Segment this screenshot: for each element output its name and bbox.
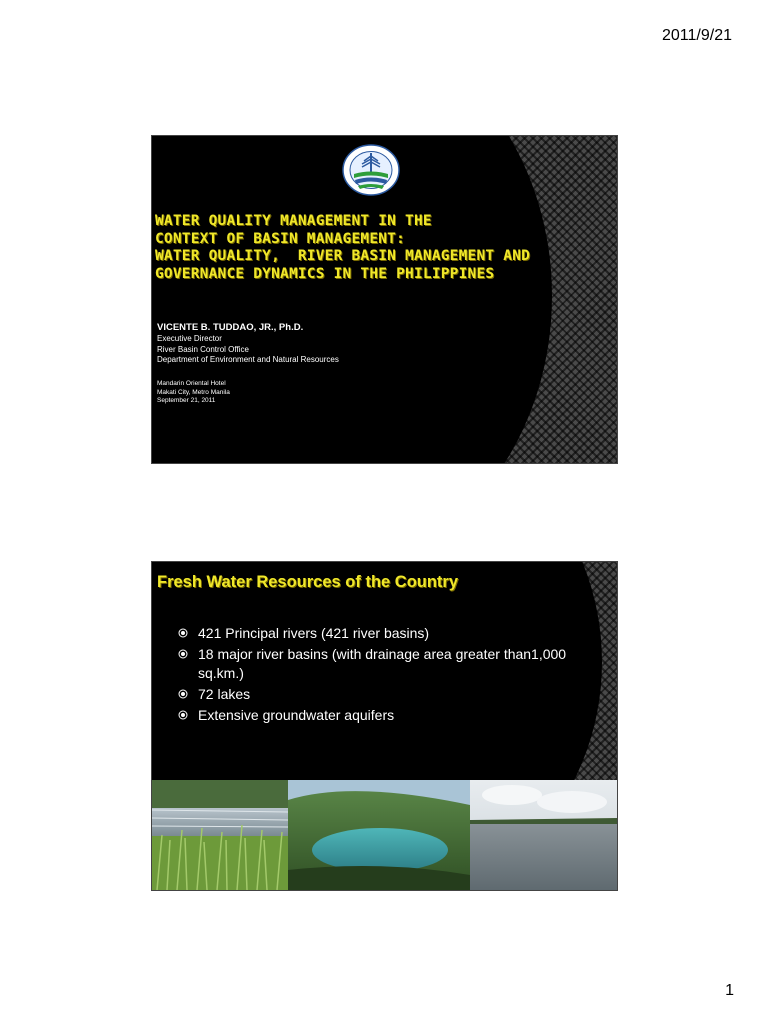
title-line: CONTEXT OF BASIN MANAGEMENT: [155,230,406,247]
bullet-item [178,624,578,643]
presenter-position: Executive Director [157,334,222,343]
venue-hotel: Mandarin Oriental Hotel [157,380,226,387]
circle-bullet-icon [178,649,188,659]
presenter-office: River Basin Control Office [157,344,249,354]
grass-river-photo [152,780,288,890]
bullet-text: 421 Principal rivers (421 river basins) [198,625,430,641]
circle-bullet-icon [178,710,188,720]
title-line: WATER QUALITY, RIVER BASIN MANAGEMENT AND [155,248,531,264]
circle-bullet-icon [178,689,188,699]
title-slide [151,135,618,464]
bullet-item [178,645,578,683]
slide-title: Fresh Water Resources of the Country [157,573,459,591]
bullet-item [178,685,578,704]
wide-river-photo [470,780,617,890]
title-line: WATER QUALITY MANAGEMENT IN THE [155,213,432,229]
circle-bullet-icon [178,628,188,638]
bullet-text: Extensive groundwater aquifers [198,707,395,723]
crater-lake-photo [288,780,470,890]
page-date: 2011/9/21 [662,27,732,44]
venue-block [157,380,230,406]
denr-logo-icon [342,144,400,196]
presentation-title [155,213,595,283]
page-number: 1 [725,982,734,999]
content-slide [151,561,618,891]
title-line: GOVERNANCE DYNAMICS IN THE PHILIPPINES [155,265,495,282]
photo-strip [152,780,617,890]
presenter-department: Department of Environment and Natural Resources [157,355,339,364]
bullet-item [178,706,578,725]
bullet-text: 18 major river basins (with drainage area greater than1,000 sq.km.) [198,646,567,681]
presenter-block [157,322,339,366]
venue-date: September 21, 2011 [157,397,216,404]
bullet-list [178,624,578,727]
bullet-text: 72 lakes [198,686,251,702]
venue-city: Makati City, Metro Manila [157,388,230,396]
presenter-name: VICENTE B. TUDDAO, JR., Ph.D. [157,322,304,333]
